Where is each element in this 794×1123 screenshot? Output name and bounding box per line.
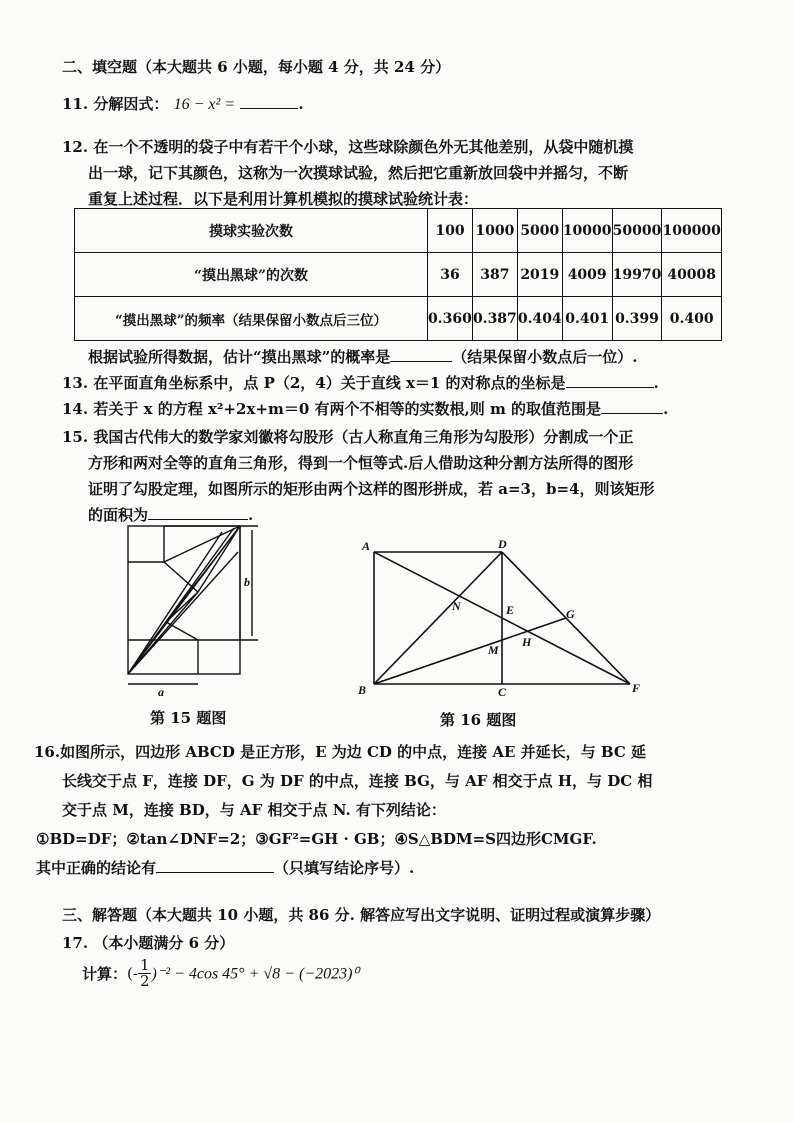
table-cell: 0.360: [428, 297, 473, 341]
data-table: [74, 208, 722, 341]
point-A-label: A: [362, 539, 371, 553]
table-cell: 36: [428, 253, 473, 297]
table-cell: 50000: [612, 209, 662, 253]
question-text: 交于点 M，连接 BD，与 AF 相交于点 N. 有下列结论：: [62, 801, 446, 819]
fraction: $\frac{1}{2}$: [139, 956, 150, 990]
table-cell: 387: [472, 253, 517, 297]
question-text: 在一个不透明的袋子中有若干个小球，这些球除颜色外无其他差别，从袋中随机摸: [93, 138, 634, 156]
question-number: 13.: [62, 374, 89, 392]
answer-blank: [240, 108, 298, 109]
question-16: 16.如图所示，四边形 ABCD 是正方形，E 为边 CD 的中点，连接 AE 并延长，与 BC 延 长线交于点 F，连接 DF，G 为 DF 的中点，连接 BG，与 AF 相交于点 H，与 DC 相 交于点 M，连接 BD，与 AF 相交于点 N. 有下列结论： ①BD=DF；②tan∠DNF=2；③GF²=GH · GB；④S△BDM=S四边形CMGF. 其中正确的结论有 （只填写结论序号）.: [34, 738, 754, 883]
math-expression: 16 − x² =: [173, 96, 236, 113]
table-cell: 19970: [612, 253, 662, 297]
figure-15-label-a: a: [158, 685, 164, 698]
point-E-label: E: [506, 603, 515, 617]
answer-blank: [390, 361, 452, 362]
question-17-expression: 计算：(- $\frac{1}{2}$ )⁻² − 4cos 45° + √8 − (−2023)⁰: [82, 956, 359, 990]
question-text: 其中正确的结论有: [36, 859, 157, 877]
table-cell: 0.399: [612, 297, 662, 341]
question-12-followup: 根据试验所得数据，估计“摸出黑球”的概率是 （结果保留小数点后一位）.: [88, 348, 638, 366]
question-number: 17.: [62, 934, 89, 952]
question-number: 12.: [62, 138, 89, 156]
question-text: 我国古代伟大的数学家刘徽将勾股形（古人称直角三角形为勾股形）分割成一个正: [93, 428, 634, 446]
section-3-heading: 三、解答题（本大题共 10 小题，共 86 分. 解答应写出文字说明、证明过程或演算步骤）: [62, 906, 661, 924]
question-number: 16.: [34, 743, 61, 761]
table-cell: 0.387: [472, 297, 517, 341]
point-G-label: G: [566, 607, 575, 621]
table-cell: 100: [428, 209, 473, 253]
math-expression: )⁻² − 4cos 45° + √8 − (−2023)⁰: [151, 965, 359, 983]
answer-blank: [148, 519, 248, 520]
question-text: 分解因式：: [93, 95, 169, 113]
question-number: 14.: [62, 400, 89, 418]
table-cell: “摸出黑球”的频率（结果保留小数点后三位）: [75, 297, 428, 341]
table-cell: 4009: [562, 253, 612, 297]
figure-16-caption: 第 16 题图: [440, 711, 517, 729]
point-B-label: B: [358, 683, 367, 697]
point-M-label: M: [488, 643, 499, 657]
question-17-header: [62, 932, 234, 953]
answer-blank: [566, 387, 654, 388]
point-H-label: H: [522, 635, 532, 649]
question-14: 14. 若关于 x 的方程 x²+2x+m＝0 有两个不相等的实数根,则 m 的取值范围是 .: [62, 400, 669, 418]
answer-blank: [156, 872, 274, 873]
table-cell: 2019: [517, 253, 562, 297]
point-F-label: F: [632, 681, 641, 695]
question-text: 长线交于点 F，连接 DF，G 为 DF 的中点，连接 BG，与 AF 相交于点 H，与 DC 相: [62, 772, 653, 790]
point-C-label: C: [498, 685, 507, 699]
conclusions-list: ①BD=DF；②tan∠DNF=2；③GF²=GH · GB；④S△BDM=S四边形CMGF.: [36, 830, 597, 848]
question-text: 方形和两对全等的直角三角形，得到一个恒等式.后人借助这种分割方法所得的图形: [88, 454, 634, 472]
question-number: 11.: [62, 95, 89, 113]
question-13: 13. 在平面直角坐标系中，点 P（2，4）关于直线 x＝1 的对称点的坐标是 .: [62, 374, 659, 392]
question-text: 重复上述过程．以下是利用计算机模拟的摸球试验统计表：: [88, 190, 479, 208]
table-cell: 摸球实验次数: [75, 209, 428, 253]
figure-15-caption: 第 15 题图: [150, 709, 227, 727]
question-text: 若关于 x 的方程 x²+2x+m＝0 有两个不相等的实数根,则 m 的取值范围是: [93, 400, 602, 418]
question-text: 在平面直角坐标系中，点 P（2，4）关于直线 x＝1 的对称点的坐标是: [93, 374, 566, 392]
question-15: 15. 我国古代伟大的数学家刘徽将勾股形（古人称直角三角形为勾股形）分割成一个正 方形和两对全等的直角三角形，得到一个恒等式.后人借助这种分割方法所得的图形 证明了勾股定理，如图所示的矩形由两个这样的图形拼成，若 a=3，b=4，则该矩形 的面积为 .: [62, 424, 742, 528]
table-row: [75, 209, 722, 253]
table-cell: 0.404: [517, 297, 562, 341]
question-12: [62, 134, 742, 212]
section-2-heading: 二、填空题（本大题共 6 小题，每小题 4 分，共 24 分）: [62, 58, 451, 76]
table-cell: 40008: [662, 253, 722, 297]
point-N-label: N: [452, 599, 461, 613]
figure-15-label-b: b: [244, 575, 250, 589]
answer-blank: [601, 413, 663, 414]
table-row: [75, 253, 722, 297]
table-cell: 5000: [517, 209, 562, 253]
figure-16-diagram: [352, 536, 652, 700]
table-cell: 1000: [472, 209, 517, 253]
table-cell: 0.401: [562, 297, 612, 341]
table-cell: 0.400: [662, 297, 722, 341]
question-text: 出一球，记下其颜色，这称为一次摸球试验，然后把它重新放回袋中并摇匀，不断: [88, 164, 629, 182]
table-cell: 10000: [562, 209, 612, 253]
point-D-label: D: [498, 537, 507, 551]
question-text: 的面积为: [88, 506, 149, 524]
figure-16: [352, 536, 652, 704]
question-points: （本小题满分 6 分）: [93, 934, 235, 952]
question-text: 如图所示，四边形 ABCD 是正方形，E 为边 CD 的中点，连接 AE 并延长，与 BC 延: [60, 743, 646, 761]
question-11: 11. 分解因式： 16 − x² = .: [62, 95, 304, 113]
table-cell: 100000: [662, 209, 722, 253]
table-cell: “摸出黑球”的次数: [75, 253, 428, 297]
question-text: 证明了勾股定理，如图所示的矩形由两个这样的图形拼成，若 a=3，b=4，则该矩形: [88, 480, 655, 498]
figure-15: [118, 522, 268, 702]
table-row: [75, 297, 722, 341]
figure-15-diagram: [118, 522, 268, 698]
question-number: 15.: [62, 428, 89, 446]
